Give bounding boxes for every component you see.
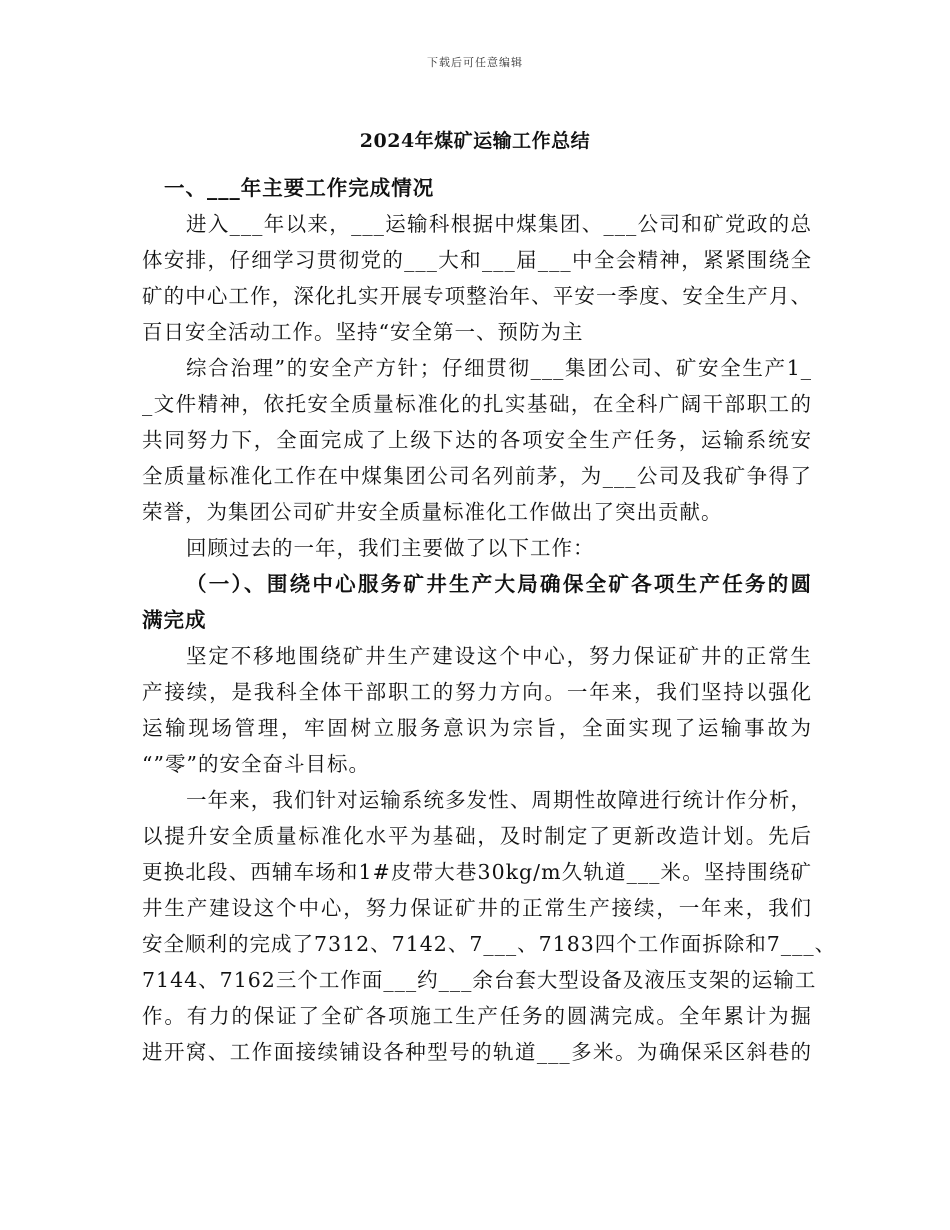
page-header-note: 下载后可任意编辑 [427,56,523,69]
document-title: 2024年煤矿运输工作总结 [359,130,591,152]
paragraph-line: 进入___年以来，___运输科根据中煤集团、___公司和矿党政的总 [186,212,812,236]
paragraph-line: 安全顺利的完成了7312、7142、7___、7183四个工作面拆除和7___、 [142,932,837,956]
document-body [142,170,837,1070]
paragraph-line: “”零”的安全奋斗目标。 [142,752,370,776]
paragraph-line: 体安排，仔细学习贯彻党的___大和___届___中全会精神，紧紧围绕全 [142,248,812,272]
paragraph-line: 井生产建设这个中心，努力保证矿井的正常生产接续，一年来，我们 [142,896,812,920]
paragraph-line: 坚定不移地围绕矿井生产建设这个中心，努力保证矿井的正常生 [186,644,812,668]
paragraph-line: 百日安全活动工作。坚持“安全第一、预防为主 [142,320,584,344]
paragraph-line: 更换北段、西辅车场和1#皮带大巷30kg/m久轨道___米。坚持围绕矿 [142,860,812,884]
paragraph-line: 荣誉，为集团公司矿井安全质量标准化工作做出了突出贡献。 [142,500,723,524]
paragraph-line: _文件精神，依托安全质量标准化的扎实基础，在全科广阔干部职工的 [142,392,812,416]
paragraph-line: 全质量标准化工作在中煤集团公司名列前茅，为___公司及我矿争得了 [142,464,812,488]
paragraph-line: 7144、7162三个工作面___约___余台套大型设备及液压支架的运输工 [142,968,817,992]
paragraph-line: 共同努力下，全面完成了上级下达的各项安全生产任务，运输系统安 [142,428,812,452]
paragraph-line: 矿的中心工作，深化扎实开展专项整治年、平安一季度、安全生产月、 [142,284,812,308]
subsection-heading: 满完成 [142,608,207,632]
subsection-heading: （一）、围绕中心服务矿井生产大局确保全矿各项生产任务的圆 [186,572,812,596]
paragraph-line: 以提升安全质量标准化水平为基础，及时制定了更新改造计划。先后 [142,824,812,848]
section-heading: 一、___年主要工作完成情况 [164,176,435,200]
paragraph-line: 综合治理”的安全产方针；仔细贯彻___集团公司、矿安全生产1_ [186,356,812,380]
paragraph-line: 运输现场管理，牢固树立服务意识为宗旨，全面实现了运输事故为 [142,716,812,740]
paragraph-line: 一年来，我们针对运输系统多发性、周期性故障进行统计作分析， [186,788,812,812]
paragraph-line: 进开窝、工作面接续铺设各种型号的轨道___多米。为确保采区斜巷的 [142,1040,812,1064]
paragraph-line: 产接续，是我科全体干部职工的努力方向。一年来，我们坚持以强化 [142,680,812,704]
paragraph-line: 作。有力的保证了全矿各项施工生产任务的圆满完成。全年累计为掘 [142,1004,812,1028]
paragraph-line: 回顾过去的一年，我们主要做了以下工作： [186,536,595,560]
